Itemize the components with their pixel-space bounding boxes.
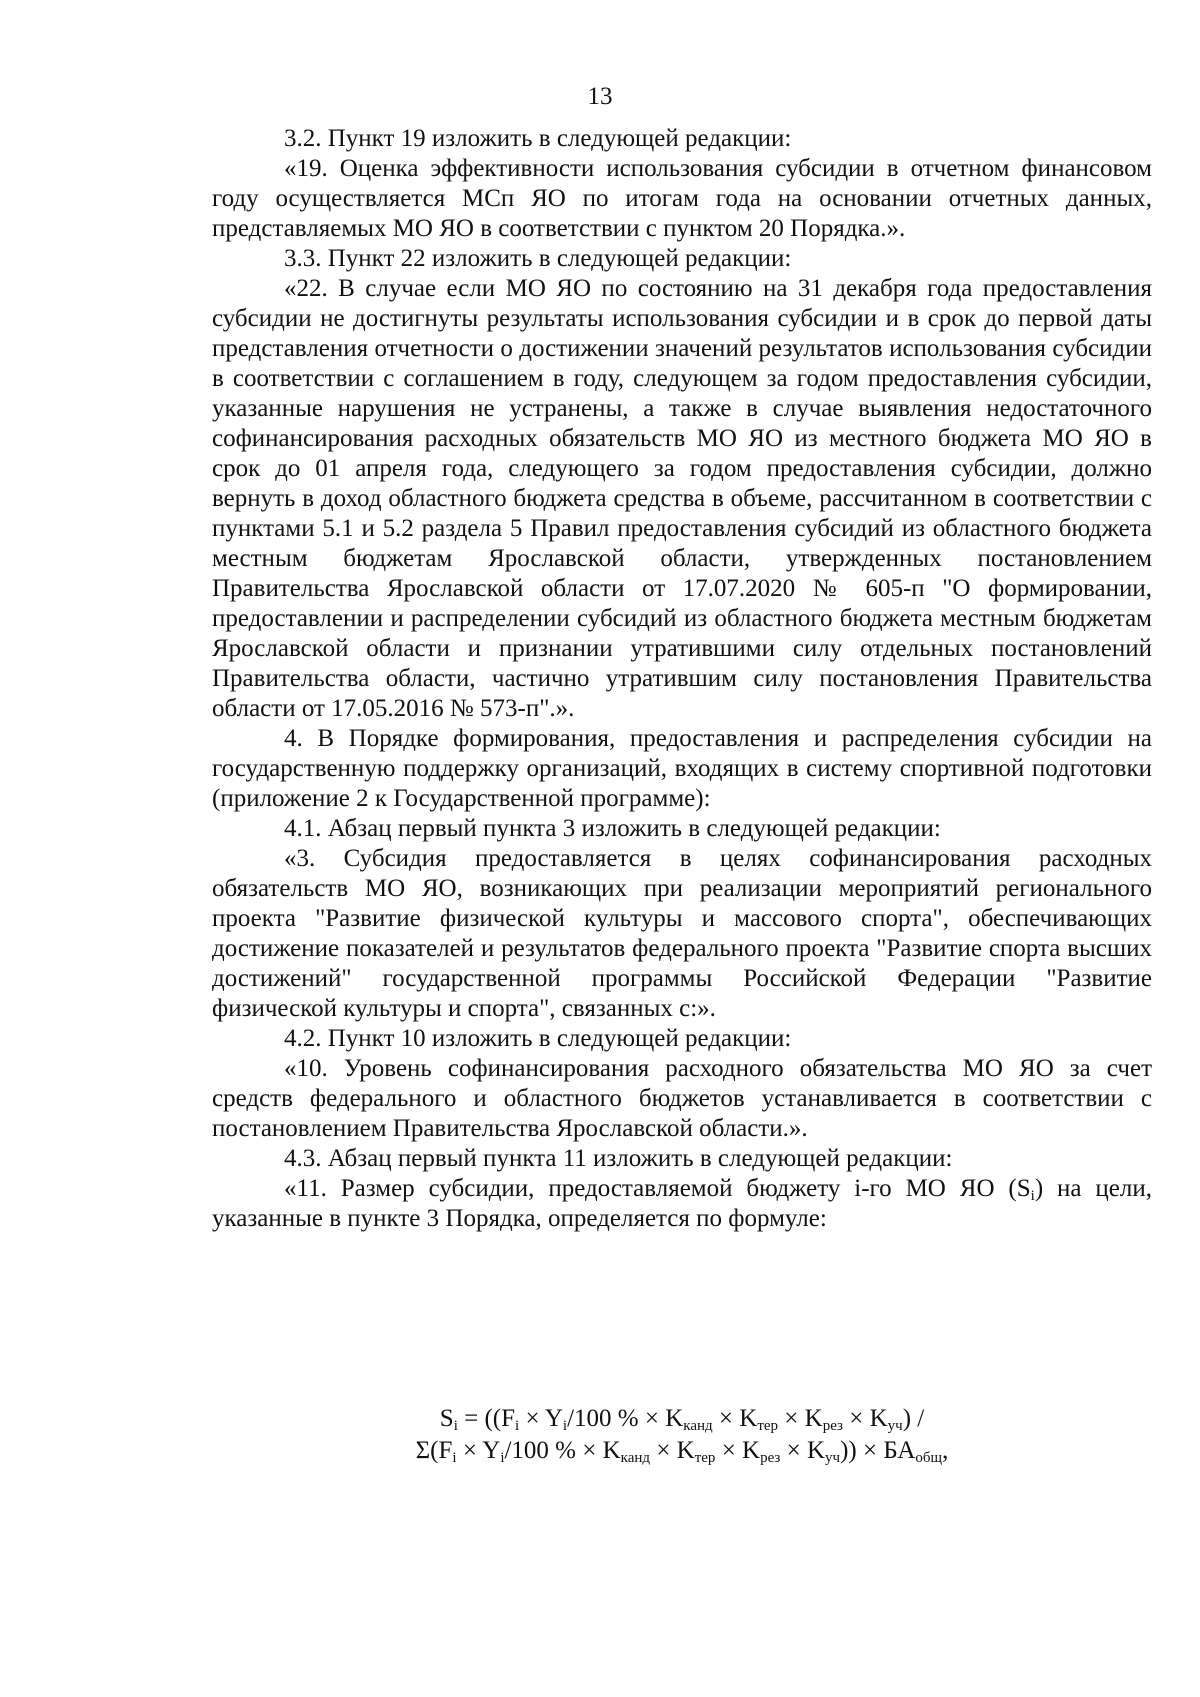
formula-text: ,: [942, 1437, 949, 1464]
paragraph-19-text: «19. Оценка эффективности использования субсидии в отчетном финансовом году осуществляется МСп ЯО по итогам года на основании отчетных данных, представляемых МО ЯО в соответствии с пунктом 20 Порядка.».: [212, 155, 1152, 242]
formula-subscript: тер: [757, 1418, 779, 1434]
subscript-i: i: [1030, 1188, 1035, 1204]
paragraph-10-text: «10. Уровень софинансирования расходного обязательства МО ЯО за счет средств федерального и областного бюджетов устанавливается в соответствии с постановлением Правительства Ярославской области.».: [212, 1055, 1152, 1142]
formula-text: ) /: [902, 1405, 925, 1432]
page-number: 13: [587, 83, 613, 110]
formula-text: × K: [715, 1437, 761, 1464]
formula-text: )) × БА: [840, 1437, 916, 1464]
formula-subscript: i: [453, 1418, 458, 1434]
formula-subscript: i: [515, 1418, 520, 1434]
document-body: [212, 124, 1152, 1234]
formula-text: × Y: [456, 1437, 501, 1464]
formula-line-1: [212, 1404, 1152, 1434]
formula-subscript: тер: [694, 1450, 716, 1466]
formula-subscript: канд: [620, 1450, 651, 1466]
paragraph-3-subsidy-text: «3. Субсидия предоставляется в целях софинансирования расходных обязательств МО ЯО, возникающих при реализации мероприятий регионального проекта "Развитие физической культуры и массового спорта", обеспечивающих достижение показателей и результатов федерального проекта "Развитие спорта высших достижений" государственной программы Российской Федерации "Развитие физической культуры и спорта", связанных с:».: [212, 845, 1152, 1022]
formula-subscript: i: [500, 1450, 505, 1466]
formula-subscript: уч: [825, 1450, 841, 1466]
paragraph-4-2-heading: 4.2. Пункт 10 изложить в следующей редакции:: [284, 1025, 792, 1052]
formula-text: /100 % × K: [567, 1405, 684, 1432]
formula-subscript: рез: [822, 1418, 843, 1434]
paragraph-11-text: [212, 1174, 1152, 1234]
paragraph-3-2-heading: 3.2. Пункт 19 изложить в следующей редакции:: [284, 125, 792, 152]
formula-subscript: уч: [887, 1418, 903, 1434]
formula-text: × K: [778, 1405, 823, 1432]
paragraph-3-3-heading: 3.3. Пункт 22 изложить в следующей редакции:: [284, 245, 792, 272]
paragraph-4-3-heading: 4.3. Абзац первый пункта 11 изложить в следующей редакции:: [284, 1145, 953, 1172]
formula-subscript: канд: [683, 1418, 713, 1434]
formula-text: × K: [780, 1437, 826, 1464]
paragraph-22-text: «22. В случае если МО ЯО по состоянию на 31 декабря года предоставления субсидии не достигнуты результаты использования субсидии и в срок до первой даты представления отчетности о достижении значений результатов использования субсидии в соответствии с соглашением в году, следующем за годом предоставления субсидии, указанные нарушения не устранены, а также в случае выявления недостаточного софинансирования расходных обязательств МО ЯО из местного бюджета МО ЯО в срок до 01 апреля года, следующего за годом предоставления субсидии, должно вернуть в доход областного бюджета средства в объеме, рассчитанном в соответствии с пунктами 5.1 и 5.2 раздела 5 Правил предоставления субсидий из областного бюджета местным бюджетам Ярославской области, утвержденных постановлением Правительства Ярославской области от 17.07.2020 № 605-п "О формировании, предоставлении и распределении субсидий из областного бюджета местным бюджетам Ярославской области и признании утратившими силу отдельных постановлений Правительства области, частично утратившим силу постановления Правительства области от 17.05.2016 № 573-п".».: [212, 275, 1152, 722]
formula-subscript: рез: [760, 1450, 781, 1466]
formula-subscript: i: [452, 1450, 457, 1466]
formula-symbol: S: [439, 1405, 454, 1432]
paragraph-11-part2: ) на цели, указанные в пункте 3 Порядка, определяется по формуле:: [212, 1175, 1152, 1232]
paragraph-11-part1: «11. Размер субсидии, предоставляемой бюджету i-го МО ЯО (S: [284, 1175, 1031, 1202]
formula-text: /100 % × K: [504, 1437, 621, 1464]
paragraph-4-text: 4. В Порядке формирования, предоставления и распределения субсидии на государственную поддержку организаций, входящих в систему спортивной подготовки (приложение 2 к Государственной программе):: [212, 725, 1152, 812]
formula-line-2: [212, 1436, 1152, 1466]
formula-text: × Y: [519, 1405, 563, 1432]
formula-text: × K: [842, 1405, 888, 1432]
formula-text: × K: [650, 1437, 695, 1464]
formula-subscript: i: [562, 1418, 568, 1434]
paragraph-4-1-heading: 4.1. Абзац первый пункта 3 изложить в следующей редакции:: [284, 815, 941, 842]
formula-subscript: общ: [915, 1450, 943, 1466]
formula-text: × K: [712, 1405, 758, 1432]
formula-text: Σ(F: [415, 1437, 453, 1464]
formula-text: = ((F: [457, 1405, 516, 1432]
